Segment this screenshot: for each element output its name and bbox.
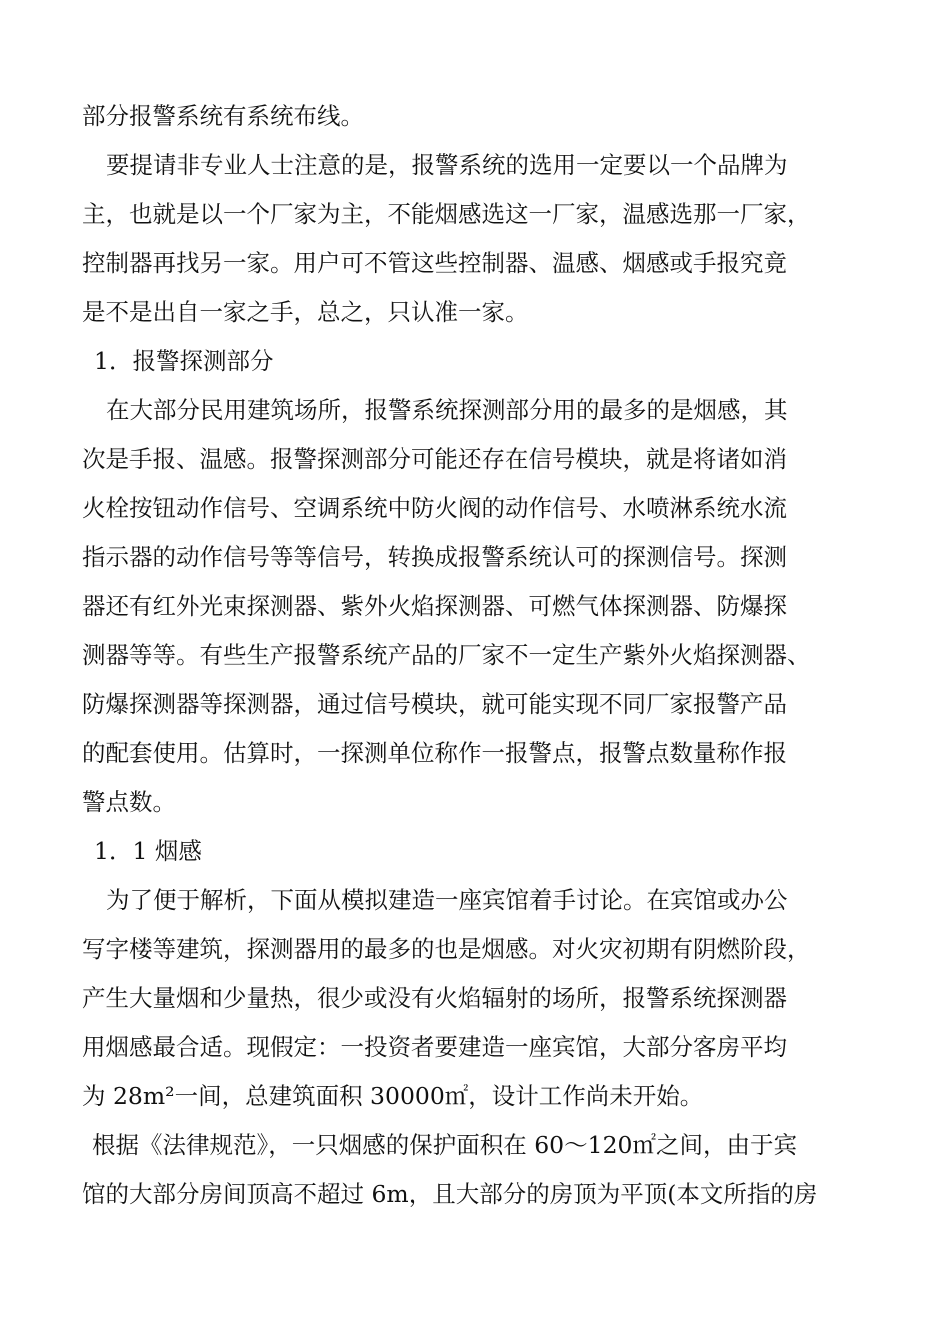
paragraph-line: 测器等等。有些生产报警系统产品的厂家不一定生产紫外火焰探测器、 <box>82 641 811 669</box>
paragraph-line: 警点数。 <box>82 788 176 816</box>
paragraph-line: 在大部分民用建筑场所，报警系统探测部分用的最多的是烟感，其 <box>106 396 788 424</box>
paragraph-line: 产生大量烟和少量热，很少或没有火焰辐射的场所，报警系统探测器 <box>82 984 787 1012</box>
paragraph-line: 馆的大部分房间顶高不超过 6m，且大部分的房顶为平顶(本文所指的房 <box>82 1180 818 1208</box>
paragraph-line: 器还有红外光束探测器、紫外火焰探测器、可燃气体探测器、防爆探 <box>82 592 787 620</box>
paragraph-line: 是不是出自一家之手，总之，只认准一家。 <box>82 298 529 326</box>
paragraph-line: 指示器的动作信号等等信号，转换成报警系统认可的探测信号。探测 <box>82 543 787 571</box>
paragraph-line: 控制器再找另一家。用户可不管这些控制器、温感、烟感或手报究竟 <box>82 249 787 277</box>
paragraph-line: 部分报警系统有系统布线。 <box>82 102 364 130</box>
paragraph-line: 主，也就是以一个厂家为主，不能烟感选这一厂家，温感选那一厂家， <box>82 200 811 228</box>
paragraph-line: 为 28m²一间，总建筑面积 30000㎡，设计工作尚未开始。 <box>82 1082 704 1110</box>
subsection-heading: 1．1 烟感 <box>94 837 202 865</box>
paragraph-line: 为了便于解析，下面从模拟建造一座宾馆着手讨论。在宾馆或办公 <box>106 886 788 914</box>
paragraph-line: 防爆探测器等探测器，通过信号模块，就可能实现不同厂家报警产品 <box>82 690 787 718</box>
paragraph-line: 次是手报、温感。报警探测部分可能还存在信号模块，就是将诸如消 <box>82 445 787 473</box>
paragraph-line: 火栓按钮动作信号、空调系统中防火阀的动作信号、水喷淋系统水流 <box>82 494 787 522</box>
paragraph-line: 写字楼等建筑，探测器用的最多的也是烟感。对火灾初期有阴燃阶段， <box>82 935 811 963</box>
paragraph-line: 要提请非专业人士注意的是，报警系统的选用一定要以一个品牌为 <box>106 151 788 179</box>
document-page <box>82 92 872 1219</box>
paragraph-line: 根据《法律规范》，一只烟感的保护面积在 60～120㎡之间，由于宾 <box>92 1131 797 1159</box>
paragraph-line: 用烟感最合适。现假定：一投资者要建造一座宾馆，大部分客房平均 <box>82 1033 787 1061</box>
paragraph-line: 的配套使用。估算时，一探测单位称作一报警点，报警点数量称作报 <box>82 739 787 767</box>
section-heading: 1．报警探测部分 <box>94 347 274 375</box>
